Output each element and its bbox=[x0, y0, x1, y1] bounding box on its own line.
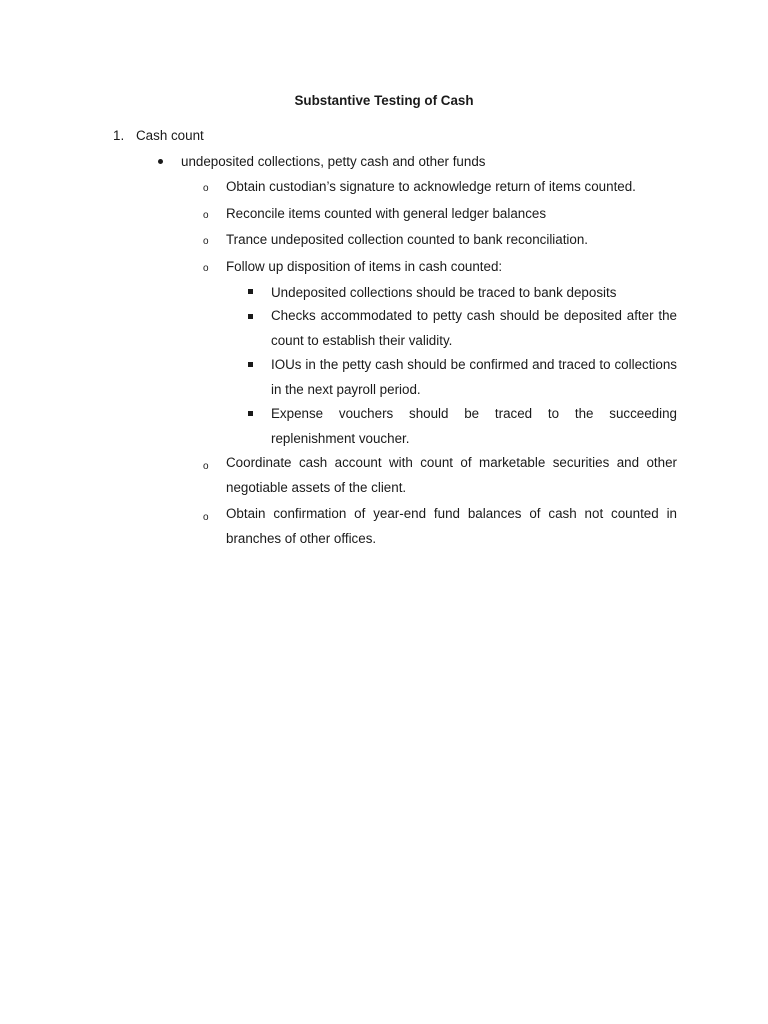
list-item: Reconcile items counted with general ledger balances bbox=[226, 206, 547, 221]
square-bullet-icon bbox=[248, 411, 253, 416]
square-bullet-icon bbox=[248, 362, 253, 367]
bullet-dot-icon bbox=[158, 159, 163, 164]
document-title: Substantive Testing of Cash bbox=[294, 93, 474, 108]
square-bullet-icon bbox=[248, 314, 253, 319]
circle-bullet-icon: o bbox=[203, 236, 209, 247]
sub-list-item: IOUs in the petty cash should be confirmed and traced to collections in the next payroll period. bbox=[271, 357, 677, 397]
list-item: Follow up disposition of items in cash counted: bbox=[226, 259, 503, 274]
circle-bullet-icon: o bbox=[203, 183, 209, 194]
circle-bullet-icon: o bbox=[203, 512, 209, 523]
sub-list-item: Expense vouchers should be traced to the succeeding replenishment voucher. bbox=[271, 406, 677, 446]
section-number: 1. bbox=[113, 128, 125, 143]
list-item: Obtain confirmation of year-end fund balances of cash not counted in branches of other offices. bbox=[226, 506, 677, 546]
list-item: Coordinate cash account with count of marketable securities and other negotiable assets of the client. bbox=[226, 455, 677, 495]
circle-bullet-icon: o bbox=[203, 210, 209, 221]
sub-list-item: Checks accommodated to petty cash should be deposited after the count to establish their validity. bbox=[271, 308, 677, 348]
section-heading: Cash count bbox=[136, 128, 204, 143]
sub-list-item: Undeposited collections should be traced to bank deposits bbox=[271, 285, 617, 300]
square-bullet-icon bbox=[248, 289, 253, 294]
bullet-text: undeposited collections, petty cash and other funds bbox=[181, 154, 486, 169]
circle-bullet-icon: o bbox=[203, 263, 209, 274]
list-item: Obtain custodian’s signature to acknowledge return of items counted. bbox=[226, 179, 636, 194]
circle-bullet-icon: o bbox=[203, 461, 209, 472]
list-item: Trance undeposited collection counted to bank reconciliation. bbox=[226, 232, 589, 247]
